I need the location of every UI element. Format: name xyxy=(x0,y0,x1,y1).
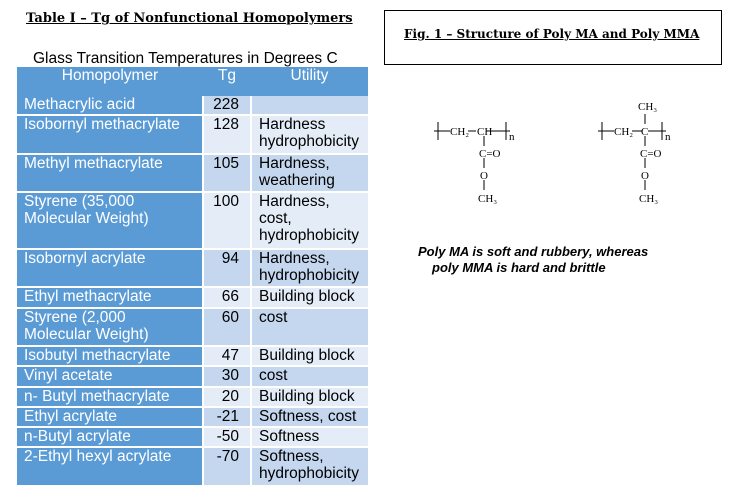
polymer-structures xyxy=(430,90,700,220)
homopolymer-cell xyxy=(17,192,203,249)
utility-cell-line: cost xyxy=(259,367,288,385)
tg-cell: 94 xyxy=(203,249,251,287)
poly-mma-ch3-top: CH₃ xyxy=(638,101,658,113)
table-row xyxy=(17,387,368,407)
table-row xyxy=(17,407,368,427)
homopolymer-cell-line: n- Butyl methacrylate xyxy=(24,387,170,405)
tg-cell: 47 xyxy=(203,346,251,366)
table-row xyxy=(17,366,368,386)
homopolymer-cell-line: Methyl methacrylate xyxy=(24,154,163,172)
homopolymer-cell-line: Isobutyl methacrylate xyxy=(24,346,171,364)
homopolymer-cell-line: Molecular Weight) xyxy=(24,210,149,228)
table-subtitle: Glass Transition Temperatures in Degrees C xyxy=(33,50,338,67)
tg-cell: -21 xyxy=(203,407,251,427)
table-row xyxy=(17,249,368,287)
table-row xyxy=(17,447,368,486)
utility-cell-line: hydrophobicity xyxy=(259,465,359,483)
homopolymer-cell-line: Molecular Weight) xyxy=(24,325,149,343)
utility-cell xyxy=(251,366,368,386)
utility-cell xyxy=(251,249,368,287)
homopolymer-cell xyxy=(17,115,203,153)
poly-ma-co: C=O xyxy=(479,148,501,160)
homopolymer-cell-line: Isobornyl acrylate xyxy=(24,249,146,267)
utility-cell xyxy=(251,407,368,427)
utility-cell xyxy=(251,287,368,307)
figure-title-box xyxy=(384,10,722,65)
tg-table xyxy=(17,67,368,487)
utility-cell xyxy=(251,447,368,486)
table-row xyxy=(17,115,368,153)
table-row xyxy=(17,287,368,307)
utility-cell-line: Building block xyxy=(259,387,355,405)
homopolymer-cell xyxy=(17,249,203,287)
poly-mma-co: C=O xyxy=(640,148,662,160)
header-homopolymer: Homopolymer xyxy=(17,67,203,96)
table-row xyxy=(17,346,368,366)
utility-cell-line: Building block xyxy=(259,288,355,306)
utility-cell xyxy=(251,115,368,153)
tg-cell: 60 xyxy=(203,308,251,346)
tg-cell: 105 xyxy=(203,154,251,192)
poly-ma-ch3: CH₃ xyxy=(478,193,498,205)
utility-cell-line: cost, xyxy=(259,210,292,228)
poly-ma-o: O xyxy=(480,170,488,182)
homopolymer-cell-line: Methacrylic acid xyxy=(24,96,136,113)
tg-cell: 30 xyxy=(203,366,251,386)
utility-cell-line: Hardness, xyxy=(259,154,330,172)
table-title: Table I – Tg of Nonfunctional Homopolymers xyxy=(26,11,353,26)
homopolymer-cell-line: Vinyl acetate xyxy=(24,367,113,385)
poly-ma-ch: CH xyxy=(477,126,493,138)
caption-line-1: Poly MA is soft and rubbery, whereas xyxy=(418,244,649,259)
tg-cell: 128 xyxy=(203,115,251,153)
poly-mma-o: O xyxy=(641,170,649,182)
utility-cell xyxy=(251,154,368,192)
header-tg: Tg xyxy=(203,67,251,96)
homopolymer-cell-line: Ethyl methacrylate xyxy=(24,288,152,306)
homopolymer-cell xyxy=(17,346,203,366)
tg-cell: 20 xyxy=(203,387,251,407)
utility-cell xyxy=(251,308,368,346)
homopolymer-cell-line: Styrene (2,000 xyxy=(24,308,126,326)
table-header-row xyxy=(17,67,368,96)
homopolymer-cell-line: Isobornyl methacrylate xyxy=(24,116,180,134)
utility-cell xyxy=(251,387,368,407)
homopolymer-cell xyxy=(17,387,203,407)
utility-cell-line: Hardness, xyxy=(259,249,330,267)
homopolymer-cell-line: 2-Ethyl hexyl acrylate xyxy=(24,448,172,466)
utility-cell-line: Softness xyxy=(259,428,320,446)
utility-cell-line: Hardness xyxy=(259,116,326,134)
utility-cell-line: Softness, xyxy=(259,448,324,466)
utility-cell-line: weathering xyxy=(259,171,335,189)
poly-ma-n: n xyxy=(509,131,515,143)
homopolymer-cell xyxy=(17,96,203,115)
table-row xyxy=(17,427,368,447)
utility-cell-line: Softness, cost xyxy=(259,407,357,425)
homopolymer-cell-line: Styrene (35,000 xyxy=(24,193,135,211)
homopolymer-cell xyxy=(17,308,203,346)
table-row xyxy=(17,192,368,249)
tg-cell: -70 xyxy=(203,447,251,486)
homopolymer-cell xyxy=(17,427,203,447)
poly-mma-n: n xyxy=(665,131,671,143)
homopolymer-cell xyxy=(17,407,203,427)
utility-cell-line: hydrophobicity xyxy=(259,227,359,245)
utility-cell-line: Building block xyxy=(259,346,355,364)
tg-cell: 66 xyxy=(203,287,251,307)
homopolymer-cell xyxy=(17,287,203,307)
utility-cell-line: Hardness, xyxy=(259,193,330,211)
utility-cell-line: hydrophobicity xyxy=(259,133,359,151)
utility-cell xyxy=(251,427,368,447)
table-row xyxy=(17,96,368,115)
poly-ma-ch2: CH₂ xyxy=(450,126,470,138)
utility-cell xyxy=(251,96,368,115)
homopolymer-cell-line: n-Butyl acrylate xyxy=(24,428,131,446)
tg-cell: -50 xyxy=(203,427,251,447)
utility-cell xyxy=(251,346,368,366)
table-row xyxy=(17,308,368,346)
caption-line-2: poly MMA is hard and brittle xyxy=(432,260,606,275)
poly-mma-ch2: CH₂ xyxy=(614,126,634,138)
figure-caption xyxy=(418,244,718,276)
poly-mma-ch3: CH₃ xyxy=(639,193,659,205)
tg-cell: 228 xyxy=(203,96,251,115)
utility-cell xyxy=(251,192,368,249)
homopolymer-cell xyxy=(17,447,203,486)
poly-mma-c: C xyxy=(641,126,649,138)
homopolymer-cell-line: Ethyl acrylate xyxy=(24,407,118,425)
utility-cell-line: hydrophobicity xyxy=(259,266,359,284)
header-utility: Utility xyxy=(251,67,368,96)
homopolymer-cell xyxy=(17,366,203,386)
table-row xyxy=(17,154,368,192)
figure-title: Fig. 1 – Structure of Poly MA and Poly MMA xyxy=(404,27,700,41)
tg-cell: 100 xyxy=(203,192,251,249)
utility-cell-line: cost xyxy=(259,308,288,326)
homopolymer-cell xyxy=(17,154,203,192)
